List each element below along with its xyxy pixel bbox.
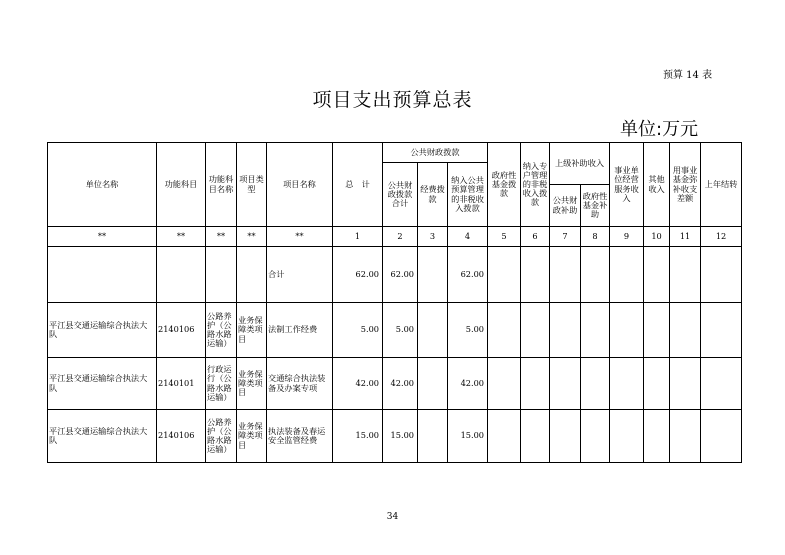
cell-function-code: 2140106 [157,410,206,463]
cell-empty [610,358,644,410]
cell-empty [521,358,550,410]
cell-empty [581,410,610,463]
cell-non-tax: 42.00 [448,358,488,410]
cell-empty [521,303,550,358]
index-cell: 10 [644,227,670,247]
table-row [48,410,742,463]
index-row [48,227,742,247]
cell-empty [610,247,644,303]
cell-operating [418,303,448,358]
cell-empty [488,303,521,358]
cell-project-name: 法制工作经费 [267,303,333,358]
index-cell: 6 [521,227,550,247]
header-public-finance: 公共财政拨款 [383,143,488,163]
cell-function-code [157,247,206,303]
index-cell: ** [267,227,333,247]
cell-empty [550,247,581,303]
cell-empty [550,303,581,358]
header-other-income: 其他收入 [644,143,670,227]
cell-empty [610,410,644,463]
unit-label: 单位:万元 [620,119,699,140]
cell-non-tax: 15.00 [448,410,488,463]
cell-empty [488,410,521,463]
cell-empty [701,410,742,463]
cell-project-type: 业务保障类项目 [237,410,267,463]
cell-empty [644,303,670,358]
header-business-income: 事业单位经营服务收入 [610,143,644,227]
index-cell: 1 [333,227,383,247]
header-public-finance-total: 公共财政拨款合计 [383,163,418,227]
cell-empty [670,247,701,303]
header-total: 总 计 [333,143,383,227]
cell-function-name [206,247,237,303]
header-project-name: 项目名称 [267,143,333,227]
page-title: 项目支出预算总表 [312,89,473,111]
cell-empty [644,410,670,463]
table-row-total [48,247,742,303]
cell-empty [644,358,670,410]
header-gov-fund-subsidy: 政府性基金补助 [581,185,610,227]
header-gov-fund: 政府性基金拨款 [488,143,521,227]
table-row [48,358,742,410]
cell-empty [670,358,701,410]
cell-non-tax: 62.00 [448,247,488,303]
cell-empty [701,247,742,303]
cell-empty [550,358,581,410]
cell-public-total: 5.00 [383,303,418,358]
cell-empty [670,303,701,358]
cell-total: 42.00 [333,358,383,410]
cell-project-type: 业务保障类项目 [237,358,267,410]
cell-function-code: 2140101 [157,358,206,410]
index-cell: ** [157,227,206,247]
cell-public-total: 62.00 [383,247,418,303]
cell-public-total: 42.00 [383,358,418,410]
table-row [48,303,742,358]
cell-unit-name: 平江县交通运输综合执法大队 [48,410,157,463]
header-public-finance-subsidy: 公共财政补助 [550,185,581,227]
cell-operating [418,358,448,410]
cell-empty [488,358,521,410]
index-cell: 11 [670,227,701,247]
cell-project-type: 业务保障类项目 [237,303,267,358]
cell-empty [701,303,742,358]
index-cell: 8 [581,227,610,247]
cell-empty [581,303,610,358]
index-cell: 3 [418,227,448,247]
table-number: 预算 14 表 [663,70,713,81]
index-cell: 9 [610,227,644,247]
cell-project-name: 交通综合执法装备及办案专项 [267,358,333,410]
index-cell: ** [237,227,267,247]
header-function-code: 功能科目 [157,143,206,227]
header-non-tax-in-budget: 纳入公共预算管理的非税收入拨款 [448,163,488,227]
cell-total: 15.00 [333,410,383,463]
budget-table [47,142,742,463]
header-prior-year: 上年结转 [701,143,742,227]
header-non-tax-special: 纳入专户管理的非税收入拨款 [521,143,550,227]
index-cell: 2 [383,227,418,247]
cell-public-total: 15.00 [383,410,418,463]
cell-total: 62.00 [333,247,383,303]
cell-empty [488,247,521,303]
cell-non-tax: 5.00 [448,303,488,358]
cell-empty [581,247,610,303]
cell-unit-name: 平江县交通运输综合执法大队 [48,303,157,358]
cell-empty [550,410,581,463]
cell-function-name: 公路养护（公路水路运输） [206,303,237,358]
header-unit-name: 单位名称 [48,143,157,227]
index-cell: ** [48,227,157,247]
cell-function-name: 公路养护（公路水路运输） [206,410,237,463]
index-cell: 7 [550,227,581,247]
cell-function-code: 2140106 [157,303,206,358]
index-cell: 4 [448,227,488,247]
cell-function-name: 行政运行（公路水路运输） [206,358,237,410]
cell-empty [670,410,701,463]
cell-total: 5.00 [333,303,383,358]
cell-empty [581,358,610,410]
cell-unit-name: 平江县交通运输综合执法大队 [48,358,157,410]
cell-project-name: 执法装备及春运安全监管经费 [267,410,333,463]
cell-operating [418,410,448,463]
cell-project-name: 合计 [267,247,333,303]
cell-empty [521,247,550,303]
cell-empty [521,410,550,463]
index-cell: 12 [701,227,742,247]
header-project-type: 项目类型 [237,143,267,227]
cell-unit-name [48,247,157,303]
cell-empty [644,247,670,303]
index-cell: ** [206,227,237,247]
header-superior-subsidy: 上级补助收入 [550,143,610,185]
cell-operating [418,247,448,303]
header-function-name: 功能科目名称 [206,143,237,227]
cell-empty [701,358,742,410]
index-cell: 5 [488,227,521,247]
cell-project-type [237,247,267,303]
header-fund-balance: 用事业基金弥补收支差额 [670,143,701,227]
cell-empty [610,303,644,358]
page-number: 34 [386,512,399,522]
header-operating-funds: 经费拨款 [418,163,448,227]
